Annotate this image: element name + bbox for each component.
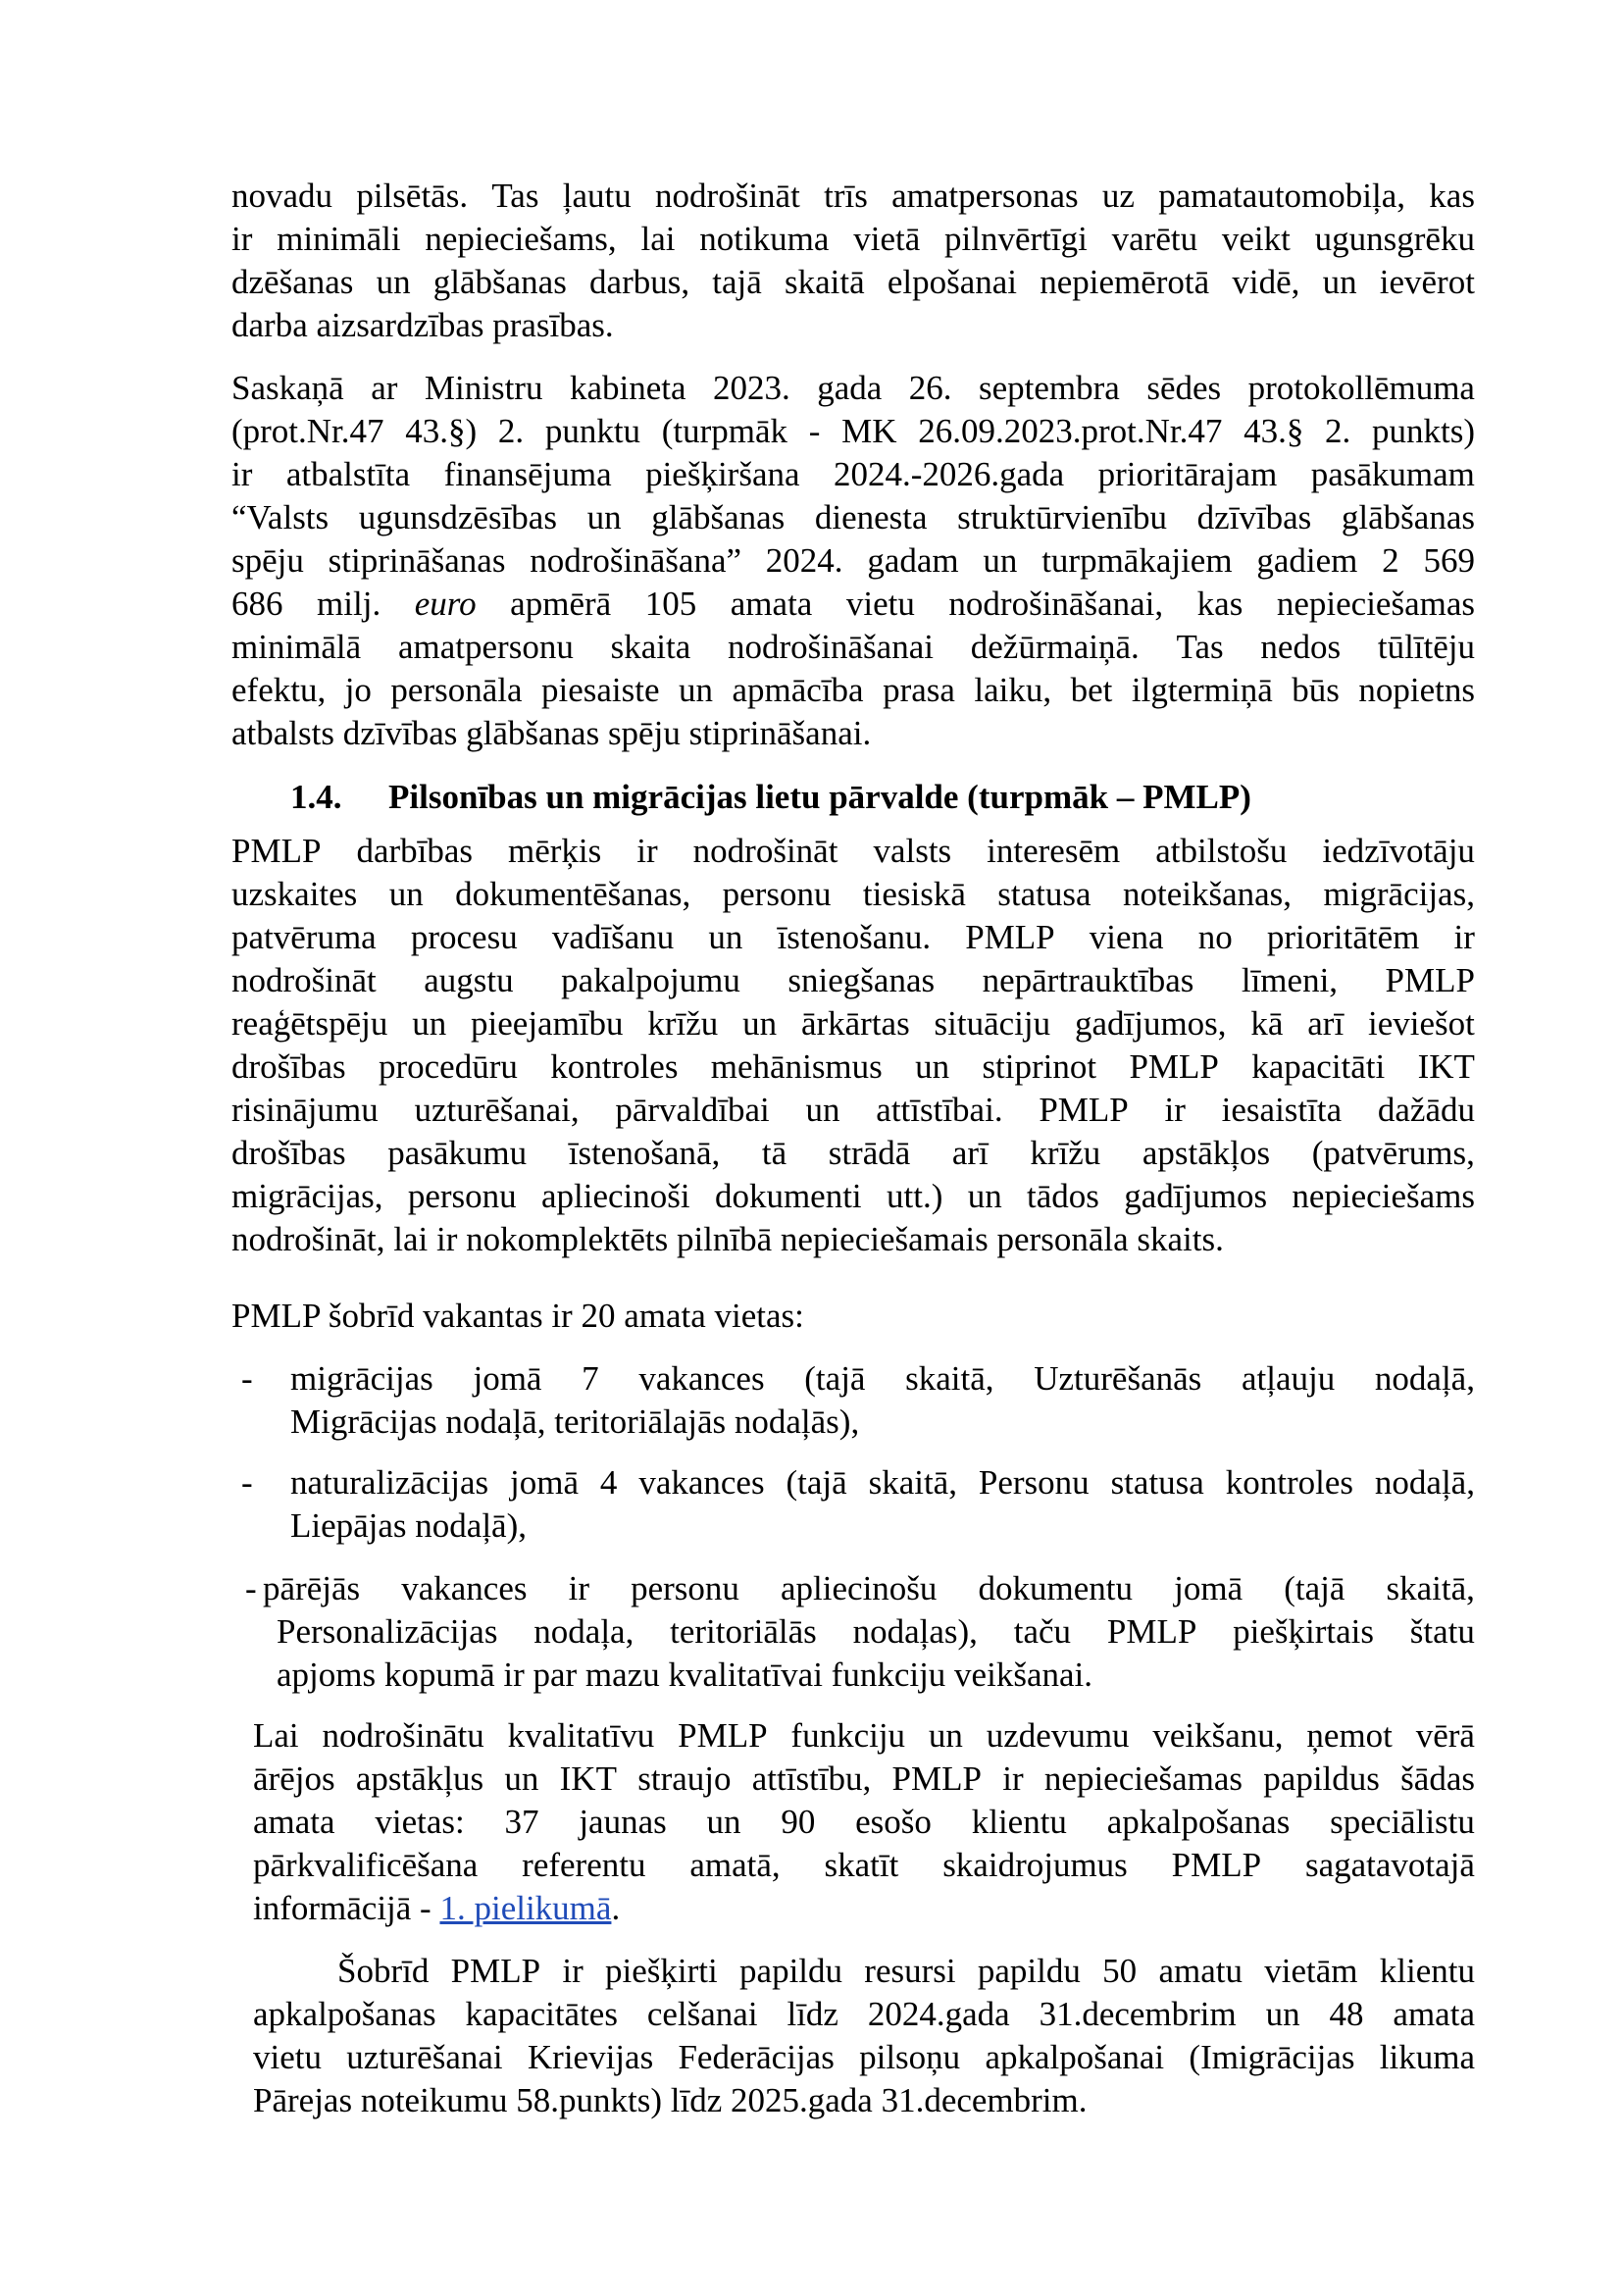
list-dash: - [241, 1463, 253, 1502]
paragraph-cabinet-decision [231, 367, 1475, 755]
text-line: ir minimāli nepieciešams, lai notikuma vietā pilnvērtīgi varētu veikt ugunsgrēku [231, 220, 1475, 258]
text-segment: 686 milj. [231, 585, 415, 623]
text-line: nodrošināt, lai ir nokomplektēts pilnībā nepieciešamais personāla skaits. [231, 1220, 1224, 1258]
text-line: apjoms kopumā ir par mazu kvalitatīvai funkciju veikšanai. [277, 1656, 1092, 1694]
text-line: Lai nodrošinātu kvalitatīvu PMLP funkciju un uzdevumu veikšanu, ņemot vērā [253, 1716, 1475, 1755]
paragraph-fire-service-continuation [231, 175, 1475, 347]
text-line: Personalizācijas nodaļa, teritoriālās nodaļas), taču PMLP piešķirtais štatu [277, 1612, 1475, 1651]
text-line: pārkvalificēšana referentu amatā, skatīt skaidrojumus PMLP sagatavotajā [253, 1846, 1475, 1884]
text-line: risinājumu uzturēšanai, pārvaldībai un attīstībai. PMLP ir iesaistīta dažādu [231, 1091, 1475, 1129]
text-line: drošības procedūru kontroles mehānismus un stiprinot PMLP kapacitāti IKT [231, 1047, 1475, 1086]
section-title: Pilsonības un migrācijas lietu pārvalde (turpmāk – PMLP) [388, 778, 1251, 816]
text-line: spēju stiprināšanas nodrošināšana” 2024. gadam un turpmākajiem gadiem 2 569 [231, 541, 1475, 580]
text-line: Pārejas noteikumu 58.punkts) līdz 2025.gada 31.decembrim. [253, 2081, 1088, 2119]
list-dash: - [241, 1359, 253, 1398]
text-line-with-link [253, 1887, 1475, 1930]
text-line: nodrošināt augstu pakalpojumu sniegšanas nepārtrauktības līmeni, PMLP [231, 961, 1475, 999]
text-segment: apmērā 105 amata vietu nodrošināšanai, kas nepieciešamas [476, 585, 1475, 623]
text-line: darba aizsardzības prasības. [231, 306, 614, 344]
list-item-text [290, 1357, 1475, 1444]
text-line: atbalsts dzīvības glābšanas spēju stiprināšanai. [231, 714, 872, 752]
paragraph-additional-resources [253, 1950, 1475, 2122]
list-item-text [263, 1567, 1475, 1697]
text-line: amata vietas: 37 jaunas un 90 esošo klientu apkalpošanas speciālistu [253, 1803, 1475, 1841]
text-line: (prot.Nr.47 43.§) 2. punktu (turpmāk - MK 26.09.2023.prot.Nr.47 43.§ 2. punkts) [231, 412, 1475, 450]
text-line: pārējās vakances ir personu apliecinošu dokumentu jomā (tajā skaitā, [263, 1569, 1475, 1607]
text-line: vietu uzturēšanai Krievijas Federācijas pilsoņu apkalpošanai (Imigrācijas likuma [253, 2038, 1475, 2076]
list-item [231, 1567, 1475, 1697]
text-line: naturalizācijas jomā 4 vakances (tajā skaitā, Personu statusa kontroles nodaļā, [290, 1463, 1475, 1502]
text-line: PMLP šobrīd vakantas ir 20 amata vietas: [231, 1297, 804, 1335]
list-item [231, 1461, 1475, 1548]
text-line: novadu pilsētās. Tas ļautu nodrošināt trīs amatpersonas uz pamatautomobiļa, kas [231, 177, 1475, 215]
text-line: apkalpošanas kapacitātes celšanai līdz 2024.gada 31.decembrim un 48 amata [253, 1995, 1475, 2033]
list-item [231, 1357, 1475, 1444]
text-line: Liepājas nodaļā), [290, 1506, 528, 1545]
text-line: migrācijas jomā 7 vakances (tajā skaitā, Uzturēšanās atļauju nodaļā, [290, 1359, 1475, 1398]
text-line: drošības pasākumu īstenošanā, tā strādā arī krīžu apstākļos (patvērums, [231, 1134, 1475, 1172]
text-line: Saskaņā ar Ministru kabineta 2023. gada 26. septembra sēdes protokollēmuma [231, 369, 1475, 407]
text-line: “Valsts ugunsdzēsības un glābšanas dienesta struktūrvienību dzīvības glābšanas [231, 498, 1475, 536]
paragraph-pmlp-goals [231, 830, 1475, 1261]
text-segment: informācijā - [253, 1889, 440, 1927]
annex-1-link[interactable]: 1. pielikumā [439, 1889, 612, 1927]
text-line: ir atbalstīta finansējuma piešķiršana 2024.-2026.gada prioritārajam pasākumam [231, 455, 1475, 493]
text-line: minimālā amatpersonu skaita nodrošināšanai dežūrmaiņā. Tas nedos tūlītēju [231, 628, 1475, 666]
text-segment: . [611, 1889, 621, 1927]
text-line: PMLP darbības mērķis ir nodrošināt valsts interesēm atbilstošu iedzīvotāju [231, 832, 1475, 870]
text-line: reaģētspēju un pieejamību krīžu un ārkārtas situāciju gadījumos, kā arī ieviešot [231, 1004, 1475, 1043]
section-heading-pmlp [231, 775, 1251, 820]
text-line-with-italic [231, 583, 1475, 626]
section-number: 1.4. [290, 778, 342, 816]
text-line: uzskaites un dokumentēšanas, personu tiesiskā statusa noteikšanas, migrācijas, [231, 875, 1475, 913]
text-line: migrācijas, personu apliecinoši dokumenti utt.) un tādos gadījumos nepieciešams [231, 1177, 1475, 1215]
text-line: Šobrīd PMLP ir piešķirti papildu resursi papildu 50 amatu vietām klientu [337, 1952, 1475, 1990]
list-dash: - [245, 1569, 257, 1607]
text-line: dzēšanas un glābšanas darbus, tajā skaitā elpošanai nepiemērotā vidē, un ievērot [231, 263, 1475, 301]
list-item-text [290, 1461, 1475, 1548]
text-line: ārējos apstākļus un IKT straujo attīstību, PMLP ir nepieciešamas papildus šādas [253, 1759, 1475, 1798]
paragraph-vacancies-intro [231, 1295, 1475, 1338]
text-line: Migrācijas nodaļā, teritoriālajās nodaļās), [290, 1402, 860, 1441]
italic-euro: euro [414, 585, 477, 623]
text-line: patvēruma procesu vadīšanu un īstenošanu. PMLP viena no prioritātēm ir [231, 918, 1475, 956]
text-line: efektu, jo personāla piesaiste un apmācība prasa laiku, bet ilgtermiņā būs nopietns [231, 671, 1475, 709]
paragraph-required-positions [253, 1714, 1475, 1930]
